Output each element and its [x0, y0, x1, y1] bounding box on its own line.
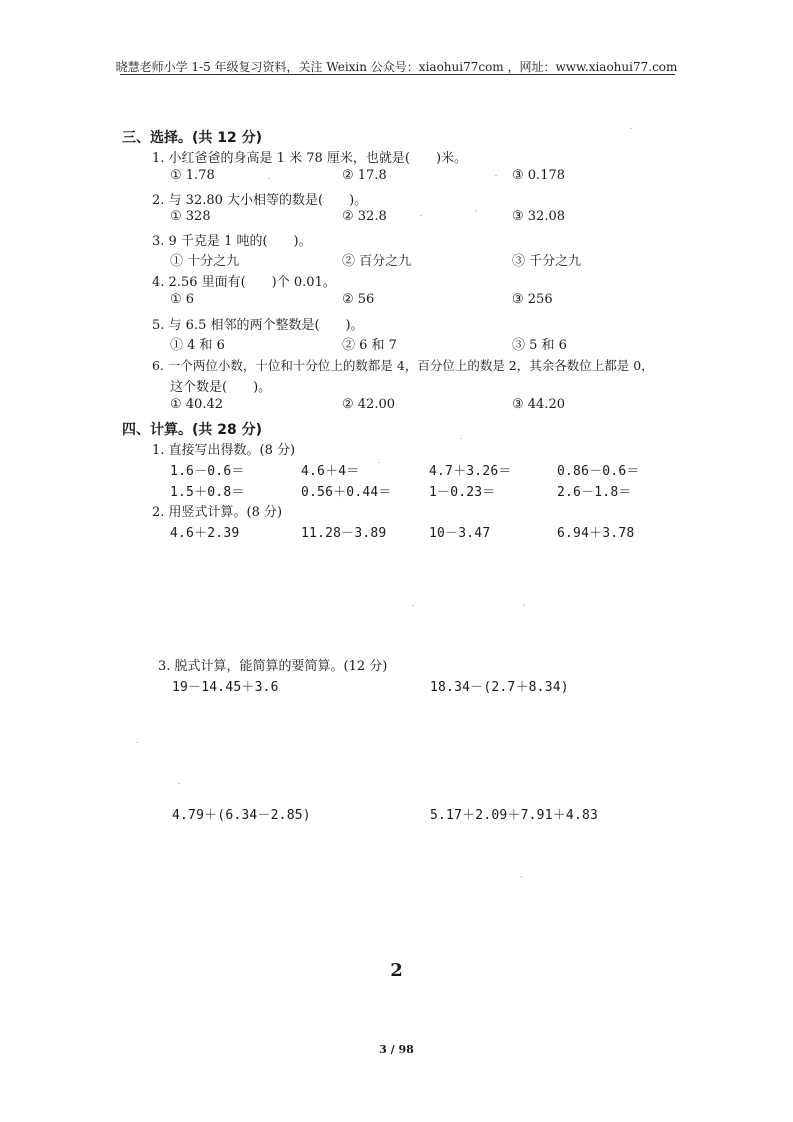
option-5-a: ① 4 和 6 [170, 338, 225, 353]
option-3-a: ① 十分之九 [170, 254, 240, 269]
question-5: 5. 与 6.5 相邻的两个整数是( )。 [152, 318, 364, 333]
option-3-c: ③ 千分之九 [512, 254, 582, 269]
stepwise-calc-item: 18.34－(2.7＋8.34) [430, 680, 569, 695]
option-4-b: ② 56 [342, 292, 375, 307]
oral-calc-item: 2.6－1.8＝ [557, 485, 632, 500]
oral-calc-item: 1.5＋0.8＝ [170, 485, 245, 500]
question-6: 6. 一个两位小数，十位和十分位上的数都是 4，百分位上的数是 2，其余各数位上都是 0， [152, 358, 654, 373]
page-header: 晓慧老师小学 1-5 年级复习资料，关注 Weixin 公众号：xiaohui77com ，网址：www.xiaohui77.com [115, 60, 678, 74]
oral-calc-item: 1－0.23＝ [429, 485, 496, 500]
option-2-b: ② 32.8 [342, 209, 387, 224]
question-1: 1. 小红爸爸的身高是 1 米 78 厘米，也就是( )米。 [152, 151, 468, 166]
scan-speck [630, 128, 632, 129]
oral-calc-item: 0.56＋0.44＝ [301, 485, 392, 500]
option-6-c: ③ 44.20 [512, 397, 566, 412]
vertical-calc-item: 4.6＋2.39 [170, 526, 240, 541]
question-2: 2. 与 32.80 大小相等的数是( )。 [152, 193, 368, 208]
scan-speck [420, 215, 422, 216]
calc-part-3-title: 3. 脱式计算，能简算的要简算。(12 分) [158, 659, 388, 674]
calc-part-1-title: 1. 直接写出得数。(8 分) [152, 443, 296, 458]
scan-speck [475, 210, 477, 211]
question-6-continued: 这个数是( )。 [170, 380, 272, 395]
scan-speck [460, 438, 462, 439]
option-1-a: ① 1.78 [170, 168, 215, 183]
stepwise-calc-item: 19－14.45＋3.6 [172, 680, 279, 695]
vertical-calc-item: 10－3.47 [429, 526, 491, 541]
oral-calc-item: 4.6＋4＝ [301, 464, 360, 479]
question-4: 4. 2.56 里面有( )个 0.01。 [152, 275, 336, 290]
option-5-b: ② 6 和 7 [342, 338, 397, 353]
header-divider [120, 74, 675, 75]
option-6-b: ② 42.00 [342, 397, 396, 412]
option-5-c: ③ 5 和 6 [512, 338, 567, 353]
vertical-calc-item: 11.28－3.89 [301, 526, 387, 541]
section-4-title: 四、计算。(共 28 分) [122, 422, 263, 438]
option-3-b: ② 百分之九 [342, 254, 412, 269]
scan-speck [178, 783, 180, 784]
stepwise-calc-item: 5.17＋2.09＋7.91＋4.83 [430, 808, 599, 823]
option-4-c: ③ 256 [512, 292, 553, 307]
scan-speck [136, 742, 138, 743]
stepwise-calc-item: 4.79＋(6.34－2.85) [172, 808, 311, 823]
option-1-b: ② 17.8 [342, 168, 387, 183]
vertical-calc-item: 6.94＋3.78 [557, 526, 635, 541]
option-2-c: ③ 32.08 [512, 209, 566, 224]
page-number: 2 [390, 960, 403, 981]
scan-speck [412, 605, 414, 606]
scan-speck [268, 178, 270, 179]
option-2-a: ① 328 [170, 209, 211, 224]
oral-calc-item: 1.6－0.6＝ [170, 464, 245, 479]
scan-speck [523, 605, 525, 606]
question-3: 3. 9 千克是 1 吨的( )。 [152, 234, 312, 249]
calc-part-2-title: 2. 用竖式计算。(8 分) [152, 505, 283, 520]
oral-calc-item: 0.86－0.6＝ [557, 464, 640, 479]
oral-calc-item: 4.7＋3.26＝ [429, 464, 512, 479]
scan-speck [495, 175, 497, 176]
section-3-title: 三、选择。(共 12 分) [122, 130, 263, 146]
option-6-a: ① 40.42 [170, 397, 224, 412]
scan-speck [378, 462, 380, 463]
page-counter: 3 / 98 [379, 1043, 414, 1056]
option-1-c: ③ 0.178 [512, 168, 566, 183]
scan-speck [520, 876, 522, 877]
option-4-a: ① 6 [170, 292, 195, 307]
